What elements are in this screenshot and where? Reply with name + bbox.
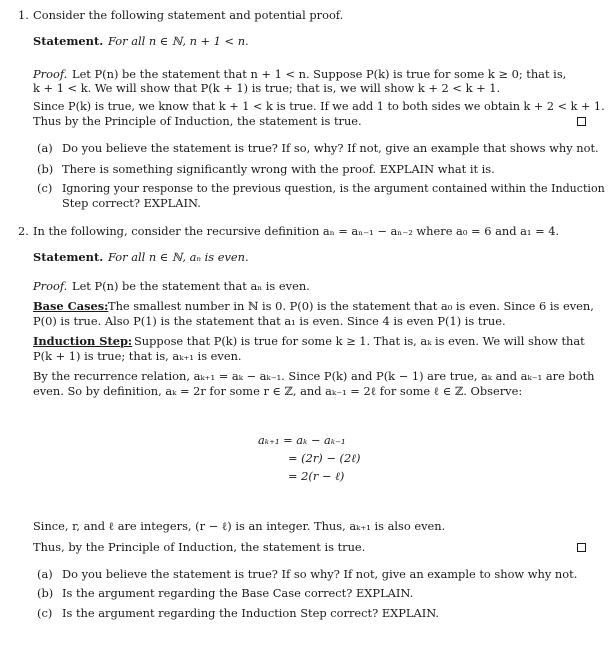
problem-2-question-b: Is the argument regarding the Base Case correct? EXPLAIN.	[62, 586, 414, 600]
equation-line-3: = 2(r − ℓ)	[288, 469, 345, 483]
problem-1-proof-line-4: Thus by the Principle of Induction, the statement is true.	[33, 114, 362, 128]
problem-1-proof-line-1: Let P(n) be the statement that n + 1 < n. Suppose P(k) is true for some k ≥ 0; that is,	[72, 67, 567, 81]
induction-step-line-2: P(k + 1) is true; that is, aₖ₊₁ is even.	[33, 349, 242, 363]
problem-1-number: 1.	[18, 8, 29, 22]
problem-2-statement-label: Statement.	[33, 250, 104, 264]
base-cases-heading: Base Cases:	[33, 299, 109, 313]
problem-1-question-c-line-1: Ignoring your response to the previous question, is the argument contained within the Induction	[62, 181, 605, 195]
problem-1-question-a-label: (a)	[37, 141, 53, 155]
problem-2-statement-text: For all n ∈ ℕ, aₙ is even.	[108, 250, 249, 264]
conclusion-line-2: Thus, by the Principle of Induction, the statement is true.	[33, 540, 366, 554]
equation-line-1: aₖ₊₁ = aₖ − aₖ₋₁	[258, 433, 346, 447]
problem-1-question-c-line-2: Step correct? EXPLAIN.	[62, 196, 201, 210]
problem-2-question-b-label: (b)	[37, 586, 54, 600]
problem-1-question-b-label: (b)	[37, 162, 54, 176]
qed-square-icon	[577, 117, 586, 126]
problem-2-question-a: Do you believe the statement is true? If so why? If not, give an example to show why not.	[62, 567, 578, 581]
problem-2-question-c-label: (c)	[37, 606, 53, 620]
problem-2-intro: In the following, consider the recursive definition aₙ = aₙ₋₁ − aₙ₋₂ where a₀ = 6 and a₁ = 4.	[33, 224, 560, 238]
base-cases-line-2: P(0) is true. Also P(1) is the statement that a₁ is even. Since 4 is even P(1) is true.	[33, 314, 506, 328]
problem-1-intro: Consider the following statement and potential proof.	[33, 8, 344, 22]
problem-2-question-a-label: (a)	[37, 567, 53, 581]
problem-2-proof-line-1: Let P(n) be the statement that aₙ is even.	[72, 279, 310, 293]
base-cases-line-1: The smallest number in ℕ is 0. P(0) is the statement that a₀ is even. Since 6 is even,	[108, 299, 594, 313]
induction-step-heading: Induction Step:	[33, 334, 133, 348]
problem-1-statement-label: Statement.	[33, 34, 104, 48]
qed-square-icon	[577, 543, 586, 552]
conclusion-line-1: Since, r, and ℓ are integers, (r − ℓ) is an integer. Thus, aₖ₊₁ is also even.	[33, 519, 446, 533]
problem-1-proof-label: Proof.	[33, 67, 68, 81]
problem-1-statement-text: For all n ∈ ℕ, n + 1 < n.	[108, 34, 249, 48]
problem-2-proof-label: Proof.	[33, 279, 68, 293]
problem-1-proof-line-3: Since P(k) is true, we know that k + 1 < k is true. If we add 1 to both sides we obtain k + 2 < k + 1.	[33, 99, 605, 113]
recurrence-line-1: By the recurrence relation, aₖ₊₁ = aₖ − aₖ₋₁. Since P(k) and P(k − 1) are true, aₖ and aₖ₋₁ are both	[33, 369, 595, 383]
problem-2-number: 2.	[18, 224, 29, 238]
problem-2-question-c: Is the argument regarding the Induction Step correct? EXPLAIN.	[62, 606, 440, 620]
problem-1-question-b: There is something significantly wrong with the proof. EXPLAIN what it is.	[62, 162, 495, 176]
problem-1-question-a: Do you believe the statement is true? If so, why? If not, give an example that shows why not.	[62, 141, 599, 155]
recurrence-line-2: even. So by definition, aₖ = 2r for some r ∈ ℤ, and aₖ₋₁ = 2ℓ for some ℓ ∈ ℤ. Observe:	[33, 384, 523, 398]
induction-step-line-1: Suppose that P(k) is true for some k ≥ 1. That is, aₖ is even. We will show that	[134, 334, 585, 348]
problem-1-proof-line-2: k + 1 < k. We will show that P(k + 1) is true; that is, we will show k + 2 < k + 1.	[33, 81, 501, 95]
equation-line-2: = (2r) − (2ℓ)	[288, 451, 361, 465]
problem-1-question-c-label: (c)	[37, 181, 53, 195]
